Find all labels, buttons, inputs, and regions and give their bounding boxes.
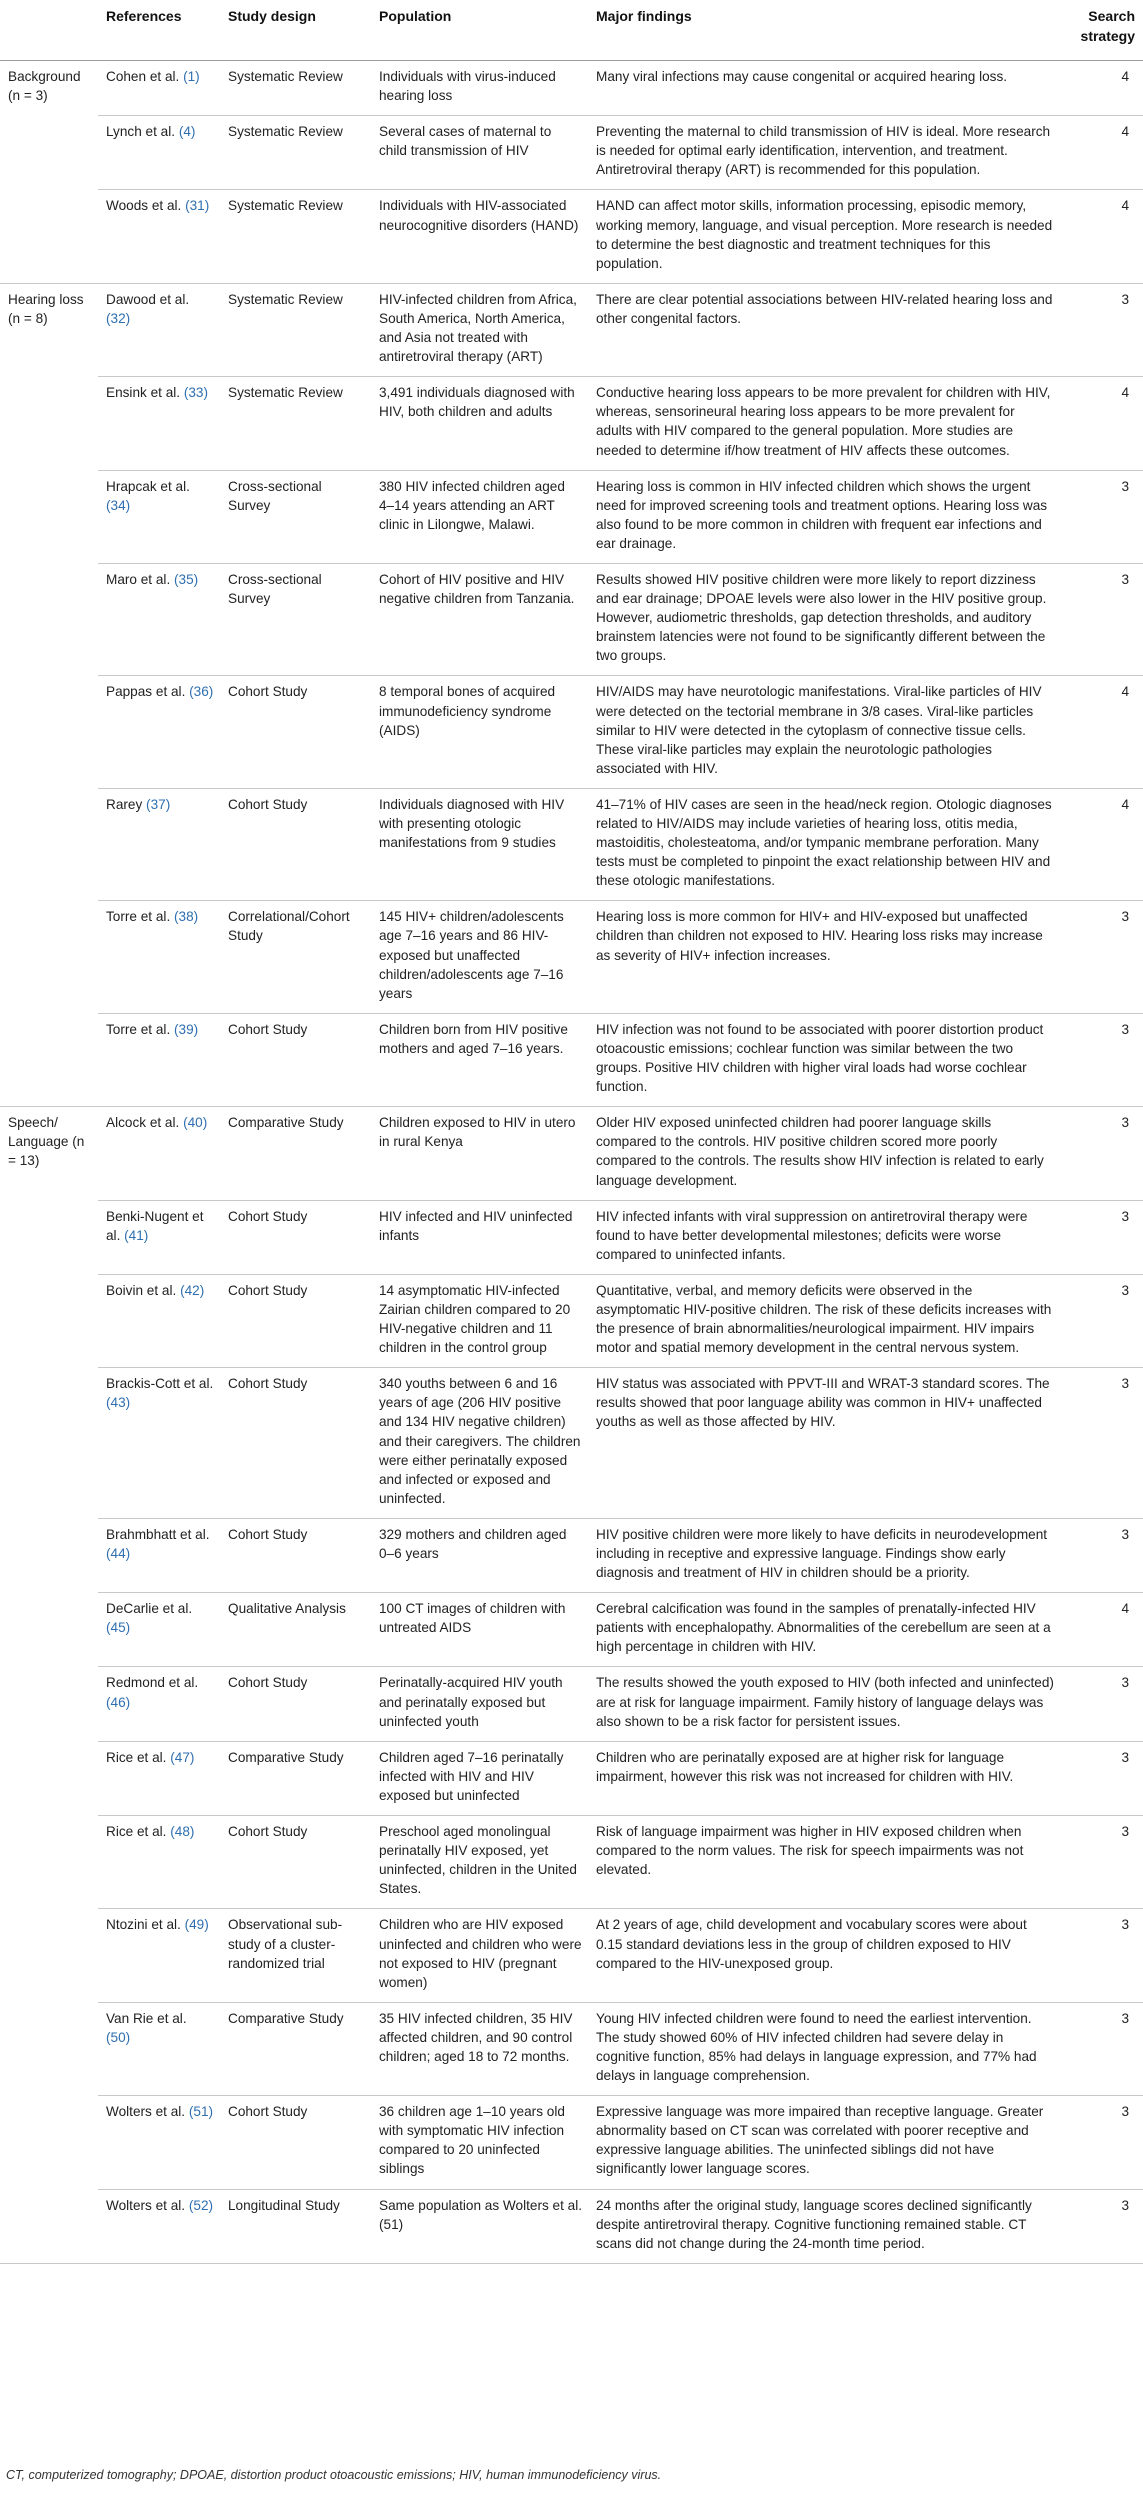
population-cell: Individuals diagnosed with HIV with presenting otologic manifestations from 9 studies xyxy=(371,788,588,900)
table-row xyxy=(0,1274,1143,1367)
major-findings-cell: HIV infected infants with viral suppression on antiretroviral therapy were found to have better developmental milestones; deficits were worse compared to uninfected infants. xyxy=(588,1200,1060,1274)
study-design-cell: Qualitative Analysis xyxy=(220,1593,371,1667)
search-strategy-cell: 3 xyxy=(1060,283,1143,376)
section-label-cell xyxy=(0,563,98,675)
header-major-findings: Major findings xyxy=(588,0,1060,61)
major-findings-cell: Hearing loss is more common for HIV+ and HIV-exposed but unaffected children than children not exposed to HIV. Hearing loss risks may increase as severity of HIV+ infection increases. xyxy=(588,901,1060,1013)
table-row xyxy=(0,190,1143,283)
major-findings-cell: Young HIV infected children were found to need the earliest intervention. The study showed 60% of HIV infected children had severe delay in cognitive function, 85% had delays in language expression, and 77% had delays in language comprehension. xyxy=(588,2002,1060,2095)
reference-number-link[interactable]: (39) xyxy=(174,1021,199,1037)
study-design-cell: Correlational/Cohort Study xyxy=(220,901,371,1013)
section-label-cell xyxy=(0,1274,98,1367)
study-design-cell: Systematic Review xyxy=(220,61,371,116)
reference-author: Wolters et al. xyxy=(106,2197,186,2213)
reference-number-link[interactable]: (50) xyxy=(106,2029,131,2045)
reference-number-link[interactable]: (44) xyxy=(106,1546,131,1561)
search-strategy-cell: 3 xyxy=(1060,470,1143,563)
section-label-cell xyxy=(0,1013,98,1106)
table-row xyxy=(0,2096,1143,2189)
population-cell: Same population as Wolters et al. (51) xyxy=(371,2189,588,2263)
study-design-cell: Cohort Study xyxy=(220,1274,371,1367)
reference-cell xyxy=(98,1909,220,2002)
section-label-cell xyxy=(0,1518,98,1592)
major-findings-cell: At 2 years of age, child development and vocabulary scores were about 0.15 standard deviations less in the group of children exposed to HIV compared to the HIV-unexposed group. xyxy=(588,1909,1060,2002)
major-findings-cell: The results showed the youth exposed to HIV (both infected and uninfected) are at risk for language impairment. Family history of language delays was also shown to be a risk factor for persistent issues. xyxy=(588,1667,1060,1741)
major-findings-cell: Expressive language was more impaired than receptive language. Greater abnormality based on CT scan was correlated with poorer receptive and expressive language abilities. The uninfected siblings did not have significantly lower language scores. xyxy=(588,2096,1060,2189)
major-findings-cell: Cerebral calcification was found in the samples of prenatally-infected HIV patients with encephalopathy. Abnormalities of the cerebellum are seen at a high percentage in children with HIV. xyxy=(588,1593,1060,1667)
reference-cell xyxy=(98,1593,220,1667)
reference-cell xyxy=(98,1274,220,1367)
major-findings-cell: Results showed HIV positive children were more likely to report dizziness and ear drainage; DPOAE levels were also lower in the HIV positive group. However, audiometric thresholds, gap detection thresholds, and auditory brainstem latencies were not found to be significantly different between the two groups. xyxy=(588,563,1060,675)
table-row xyxy=(0,1816,1143,1909)
section-label-cell xyxy=(0,1909,98,2002)
reference-author: Ensink et al. xyxy=(106,385,181,401)
population-cell: Children who are HIV exposed uninfected and children who were not exposed to HIV (pregnant women) xyxy=(371,1909,588,2002)
study-design-cell: Systematic Review xyxy=(220,377,371,470)
section-label-cell xyxy=(0,2002,98,2095)
search-strategy-cell: 3 xyxy=(1060,1518,1143,1592)
reference-author: Lynch et al. xyxy=(106,124,176,140)
reference-number-link[interactable]: (40) xyxy=(183,1115,208,1131)
section-label-cell xyxy=(0,470,98,563)
table-row xyxy=(0,563,1143,675)
section-label-cell xyxy=(0,377,98,470)
reference-author: Rice et al. xyxy=(106,1824,167,1840)
reference-number-link[interactable]: (35) xyxy=(174,571,199,587)
table-footnote: CT, computerized tomography; DPOAE, distortion product otoacoustic emissions; HIV, human immunodeficiency virus. xyxy=(6,2468,662,2482)
study-design-cell: Cross-sectional Survey xyxy=(220,563,371,675)
reference-number-link[interactable]: (45) xyxy=(106,1620,131,1636)
reference-author: Cohen et al. xyxy=(106,69,180,84)
population-cell: 380 HIV infected children aged 4–14 years attending an ART clinic in Lilongwe, Malawi. xyxy=(371,470,588,563)
population-cell: 35 HIV infected children, 35 HIV affected children, and 90 control children; aged 18 to 72 months. xyxy=(371,2002,588,2095)
section-label-cell xyxy=(0,190,98,283)
major-findings-cell: Quantitative, verbal, and memory deficits were observed in the asymptomatic HIV-positive children. The risk of these deficits increases with the presence of brain abnormalities/neurological impairment. HIV impairs motor and spatial memory development in the central nervous system. xyxy=(588,1274,1060,1367)
table-row xyxy=(0,61,1143,116)
population-cell: 36 children age 1–10 years old with symptomatic HIV infection compared to 20 uninfected siblings xyxy=(371,2096,588,2189)
study-design-cell: Longitudinal Study xyxy=(220,2189,371,2263)
reference-cell xyxy=(98,116,220,190)
search-strategy-cell: 4 xyxy=(1060,676,1143,788)
section-label-cell xyxy=(0,1200,98,1274)
reference-cell xyxy=(98,1368,220,1519)
search-strategy-cell: 3 xyxy=(1060,1013,1143,1106)
header-population: Population xyxy=(371,0,588,61)
section-label-cell xyxy=(0,116,98,190)
table-row xyxy=(0,470,1143,563)
reference-author: DeCarlie et al. xyxy=(106,1601,193,1617)
major-findings-cell: Older HIV exposed uninfected children had poorer language skills compared to the controls. HIV positive children scored more poorly compared to the controls. The results show HIV infection is related to early language development. xyxy=(588,1107,1060,1200)
population-cell: 340 youths between 6 and 16 years of age (206 HIV positive and 134 HIV negative children) and their caregivers. The children were either perinatally exposed and infected or exposed and uninfected. xyxy=(371,1368,588,1519)
major-findings-cell: Many viral infections may cause congenital or acquired hearing loss. xyxy=(588,61,1060,116)
reference-cell xyxy=(98,2002,220,2095)
study-design-cell: Cohort Study xyxy=(220,676,371,788)
study-design-cell: Cohort Study xyxy=(220,1816,371,1909)
reference-number-link[interactable]: (31) xyxy=(185,198,210,214)
study-design-cell: Systematic Review xyxy=(220,283,371,376)
major-findings-cell: Hearing loss is common in HIV infected children which shows the urgent need for improved screening tools and treatment options. Hearing loss was also found to be more common in children with frequent ear infections and ear drainage. xyxy=(588,470,1060,563)
population-cell: Children exposed to HIV in utero in rural Kenya xyxy=(371,1107,588,1200)
study-design-cell: Cohort Study xyxy=(220,788,371,900)
population-cell: 8 temporal bones of acquired immunodeficiency syndrome (AIDS) xyxy=(371,676,588,788)
section-label-cell xyxy=(0,1741,98,1815)
reference-cell xyxy=(98,676,220,788)
section-label-cell: Background (n = 3) xyxy=(8,69,81,104)
population-cell: Several cases of maternal to child transmission of HIV xyxy=(371,116,588,190)
section-label-cell xyxy=(0,788,98,900)
reference-number-link[interactable]: (32) xyxy=(106,310,131,326)
reference-author: Ntozini et al. xyxy=(106,1917,181,1933)
reference-author: Brackis-Cott et al. xyxy=(106,1376,214,1392)
study-design-cell: Cohort Study xyxy=(220,1013,371,1106)
major-findings-cell: Children who are perinatally exposed are at higher risk for language impairment, however this risk was not increased for children with HIV. xyxy=(588,1741,1060,1815)
table-header-row xyxy=(0,0,1143,61)
search-strategy-cell: 4 xyxy=(1060,116,1143,190)
section-label-cell xyxy=(0,1816,98,1909)
search-strategy-cell: 3 xyxy=(1060,1741,1143,1815)
table-row xyxy=(0,676,1143,788)
search-strategy-cell: 3 xyxy=(1060,2096,1143,2189)
reference-cell xyxy=(98,563,220,675)
section-label-cell xyxy=(0,1593,98,1667)
reference-author: Boivin et al. xyxy=(106,1282,177,1298)
population-cell: Preschool aged monolingual perinatally HIV exposed, yet uninfected, children in the United States. xyxy=(371,1816,588,1909)
major-findings-cell: HIV/AIDS may have neurotologic manifestations. Viral-like particles of HIV were detected on the tectorial membrane in 3/8 cases. Viral-like particles similar to HIV were detected in the cytoplasm of connective tissue cells. These viral-like particles may explain the neurotologic pathologies associated with HIV. xyxy=(588,676,1060,788)
search-strategy-cell: 3 xyxy=(1060,1909,1143,2002)
study-design-cell: Comparative Study xyxy=(220,1741,371,1815)
population-cell: 100 CT images of children with untreated AIDS xyxy=(371,1593,588,1667)
table-row xyxy=(0,1200,1143,1274)
table-row xyxy=(0,2189,1143,2263)
section-label-cell xyxy=(0,2189,98,2263)
table-row xyxy=(0,283,1143,376)
table-row xyxy=(0,788,1143,900)
reference-number-link[interactable]: (33) xyxy=(183,385,209,401)
section-label-cell xyxy=(0,901,98,1013)
population-cell: Individuals with virus-induced hearing loss xyxy=(371,61,588,116)
reference-author: Rarey xyxy=(106,796,143,812)
table-row xyxy=(0,1518,1143,1592)
reference-author: Maro et al. xyxy=(106,571,171,587)
population-cell: Individuals with HIV-associated neurocognitive disorders (HAND) xyxy=(371,190,588,283)
reference-author: Dawood et al. xyxy=(106,291,190,307)
study-design-cell: Cross-sectional Survey xyxy=(220,470,371,563)
study-design-cell: Systematic Review xyxy=(220,190,371,283)
major-findings-cell: Conductive hearing loss appears to be more prevalent for children with HIV, whereas, sensorineural hearing loss appears to be more prevalent for adults with HIV compared to the general population. More studies are needed to determine if/how treatment of HIV affects these outcomes. xyxy=(588,377,1060,470)
study-design-cell: Cohort Study xyxy=(220,1368,371,1519)
population-cell: 145 HIV+ children/adolescents age 7–16 years and 86 HIV-exposed but unaffected children/adolescents age 7–16 years xyxy=(371,901,588,1013)
reference-author: Redmond et al. xyxy=(106,1675,199,1691)
search-strategy-cell: 3 xyxy=(1060,1368,1143,1519)
reference-author: Brahmbhatt et al. xyxy=(106,1526,210,1542)
search-strategy-cell: 3 xyxy=(1060,1200,1143,1274)
reference-cell xyxy=(98,1816,220,1909)
study-design-cell: Systematic Review xyxy=(220,116,371,190)
reference-number-link[interactable]: (51) xyxy=(188,2104,214,2120)
population-cell: 329 mothers and children aged 0–6 years xyxy=(371,1518,588,1592)
major-findings-cell: HAND can affect motor skills, information processing, episodic memory, working memory, language, and visual perception. More research is needed to determine the best diagnostic and treatment techniques for this population. xyxy=(588,190,1060,283)
search-strategy-cell: 3 xyxy=(1060,1816,1143,1909)
search-strategy-cell: 3 xyxy=(1060,901,1143,1013)
population-cell: HIV infected and HIV uninfected infants xyxy=(371,1200,588,1274)
study-design-cell: Cohort Study xyxy=(220,1200,371,1274)
major-findings-cell: Preventing the maternal to child transmission of HIV is ideal. More research is needed for optimal early identification, intervention, and treatment. Antiretroviral therapy (ART) is recommended for this population. xyxy=(588,116,1060,190)
reference-author: Alcock et al. xyxy=(106,1115,180,1131)
reference-cell xyxy=(98,470,220,563)
reference-cell xyxy=(98,2189,220,2263)
search-strategy-cell: 3 xyxy=(1060,563,1143,675)
major-findings-cell: HIV infection was not found to be associated with poorer distortion product otoacoustic emissions; cochlear function was similar between the two groups. Positive HIV children with higher viral loads had worse cochlear function. xyxy=(588,1013,1060,1106)
search-strategy-cell: 4 xyxy=(1060,61,1143,116)
reference-author: Torre et al. xyxy=(106,1021,171,1037)
major-findings-cell: There are clear potential associations between HIV-related hearing loss and other congenital factors. xyxy=(588,283,1060,376)
reference-number-link[interactable]: (37) xyxy=(146,796,171,812)
search-strategy-cell: 4 xyxy=(1060,788,1143,900)
population-cell: 14 asymptomatic HIV-infected Zairian children compared to 20 HIV-negative children and 11 children in the control group xyxy=(371,1274,588,1367)
search-strategy-cell: 4 xyxy=(1060,1593,1143,1667)
major-findings-cell: HIV positive children were more likely to have deficits in neurodevelopment including in receptive and expressive language. Findings show early diagnosis and treatment of HIV in children should be a priority. xyxy=(588,1518,1060,1592)
reference-author: Woods et al. xyxy=(106,198,182,214)
reference-number-link[interactable]: (4) xyxy=(178,124,196,140)
reference-number-link[interactable]: (34) xyxy=(106,497,131,513)
table-body xyxy=(0,61,1143,2264)
search-strategy-cell: 4 xyxy=(1060,190,1143,283)
search-strategy-cell: 3 xyxy=(1060,2002,1143,2095)
section-label-cell xyxy=(0,1368,98,1519)
table-row xyxy=(0,1909,1143,2002)
search-strategy-cell: 4 xyxy=(1060,377,1143,470)
major-findings-cell: 41–71% of HIV cases are seen in the head/neck region. Otologic diagnoses related to HIV/AIDS may include varieties of hearing loss, otitis media, mastoiditis, cholesteatoma, and/or tympanic membrane perforation. Many tests must be completed to pinpoint the exact relationship between HIV and these otologic manifestations. xyxy=(588,788,1060,900)
study-design-cell: Comparative Study xyxy=(220,2002,371,2095)
reference-number-link[interactable]: (36) xyxy=(189,684,214,700)
table-row xyxy=(0,1667,1143,1741)
reference-author: Hrapcak et al. xyxy=(106,478,190,494)
reference-author: Van Rie et al. xyxy=(106,2010,187,2026)
section-label-cell xyxy=(0,2096,98,2189)
population-cell: Perinatally-acquired HIV youth and perinatally exposed but uninfected youth xyxy=(371,1667,588,1741)
reference-cell xyxy=(98,1518,220,1592)
population-cell: 3,491 individuals diagnosed with HIV, both children and adults xyxy=(371,377,588,470)
section-label-cell xyxy=(0,1667,98,1741)
section-label-cell: Hearing loss (n = 8) xyxy=(8,291,84,326)
reference-number-link[interactable]: (46) xyxy=(106,1694,131,1710)
study-design-cell: Cohort Study xyxy=(220,1667,371,1741)
major-findings-cell: HIV status was associated with PPVT-III and WRAT-3 standard scores. The results showed that poor language ability was common in HIV+ unaffected youths as well as those affected by HIV. xyxy=(588,1368,1060,1519)
reference-cell xyxy=(98,283,220,376)
table-row xyxy=(0,1013,1143,1106)
study-design-cell: Observational sub-study of a cluster-randomized trial xyxy=(220,1909,371,2002)
study-design-cell: Cohort Study xyxy=(220,1518,371,1592)
table-row xyxy=(0,1368,1143,1519)
reference-cell xyxy=(98,61,220,116)
table-row xyxy=(0,377,1143,470)
reference-author: Pappas et al. xyxy=(106,684,186,700)
table-row xyxy=(0,116,1143,190)
table-row xyxy=(0,901,1143,1013)
reference-cell xyxy=(98,1667,220,1741)
reference-author: Torre et al. xyxy=(106,909,171,925)
reference-cell xyxy=(98,1200,220,1274)
table-row xyxy=(0,1107,1143,1200)
reference-number-link[interactable]: (47) xyxy=(170,1749,195,1765)
population-cell: Children aged 7–16 perinatally infected with HIV and HIV exposed but uninfected xyxy=(371,1741,588,1815)
reference-number-link[interactable]: (42) xyxy=(180,1282,205,1298)
search-strategy-cell: 3 xyxy=(1060,1274,1143,1367)
major-findings-cell: Risk of language impairment was higher in HIV exposed children when compared to the norm values. The risk for speech impairments was not elevated. xyxy=(588,1816,1060,1909)
population-cell: Cohort of HIV positive and HIV negative children from Tanzania. xyxy=(371,563,588,675)
reference-author: Rice et al. xyxy=(106,1749,167,1765)
table-row xyxy=(0,2002,1143,2095)
header-search-strategy: Search strategy xyxy=(1060,0,1143,61)
header-references: References xyxy=(98,0,220,61)
section-label-cell xyxy=(0,676,98,788)
search-strategy-cell: 3 xyxy=(1060,1107,1143,1200)
reference-number-link[interactable]: (52) xyxy=(188,2197,214,2213)
reference-cell xyxy=(98,1741,220,1815)
population-cell: Children born from HIV positive mothers and aged 7–16 years. xyxy=(371,1013,588,1106)
search-strategy-cell: 3 xyxy=(1060,2189,1143,2263)
reference-number-link[interactable]: (41) xyxy=(124,1227,149,1243)
reference-cell xyxy=(98,190,220,283)
header-study-design: Study design xyxy=(220,0,371,61)
reference-cell xyxy=(98,377,220,470)
reference-number-link[interactable]: (38) xyxy=(174,909,199,925)
reference-author: Benki-Nugent et al. xyxy=(106,1208,204,1243)
reference-cell xyxy=(98,2096,220,2189)
reference-cell xyxy=(98,1107,220,1200)
table-row xyxy=(0,1593,1143,1667)
study-design-cell: Cohort Study xyxy=(220,2096,371,2189)
reference-author: Wolters et al. xyxy=(106,2104,186,2120)
reference-number-link[interactable]: (48) xyxy=(170,1824,195,1840)
major-findings-cell: 24 months after the original study, language scores declined significantly despite antiretroviral therapy. Cognitive functioning remained stable. CT scans did not change during the 24-month time period. xyxy=(588,2189,1060,2263)
reference-cell xyxy=(98,1013,220,1106)
reference-number-link[interactable]: (1) xyxy=(183,69,200,84)
reference-number-link[interactable]: (49) xyxy=(184,1917,209,1933)
reference-cell xyxy=(98,788,220,900)
reference-number-link[interactable]: (43) xyxy=(106,1395,131,1411)
reference-cell xyxy=(98,901,220,1013)
header-section xyxy=(0,0,98,61)
search-strategy-cell: 3 xyxy=(1060,1667,1143,1741)
table-row xyxy=(0,1741,1143,1815)
section-label-cell: Speech/ Language (n = 13) xyxy=(8,1115,85,1169)
study-design-cell: Comparative Study xyxy=(220,1107,371,1200)
population-cell: HIV-infected children from Africa, South America, North America, and Asia not treated with antiretroviral therapy (ART) xyxy=(371,283,588,376)
